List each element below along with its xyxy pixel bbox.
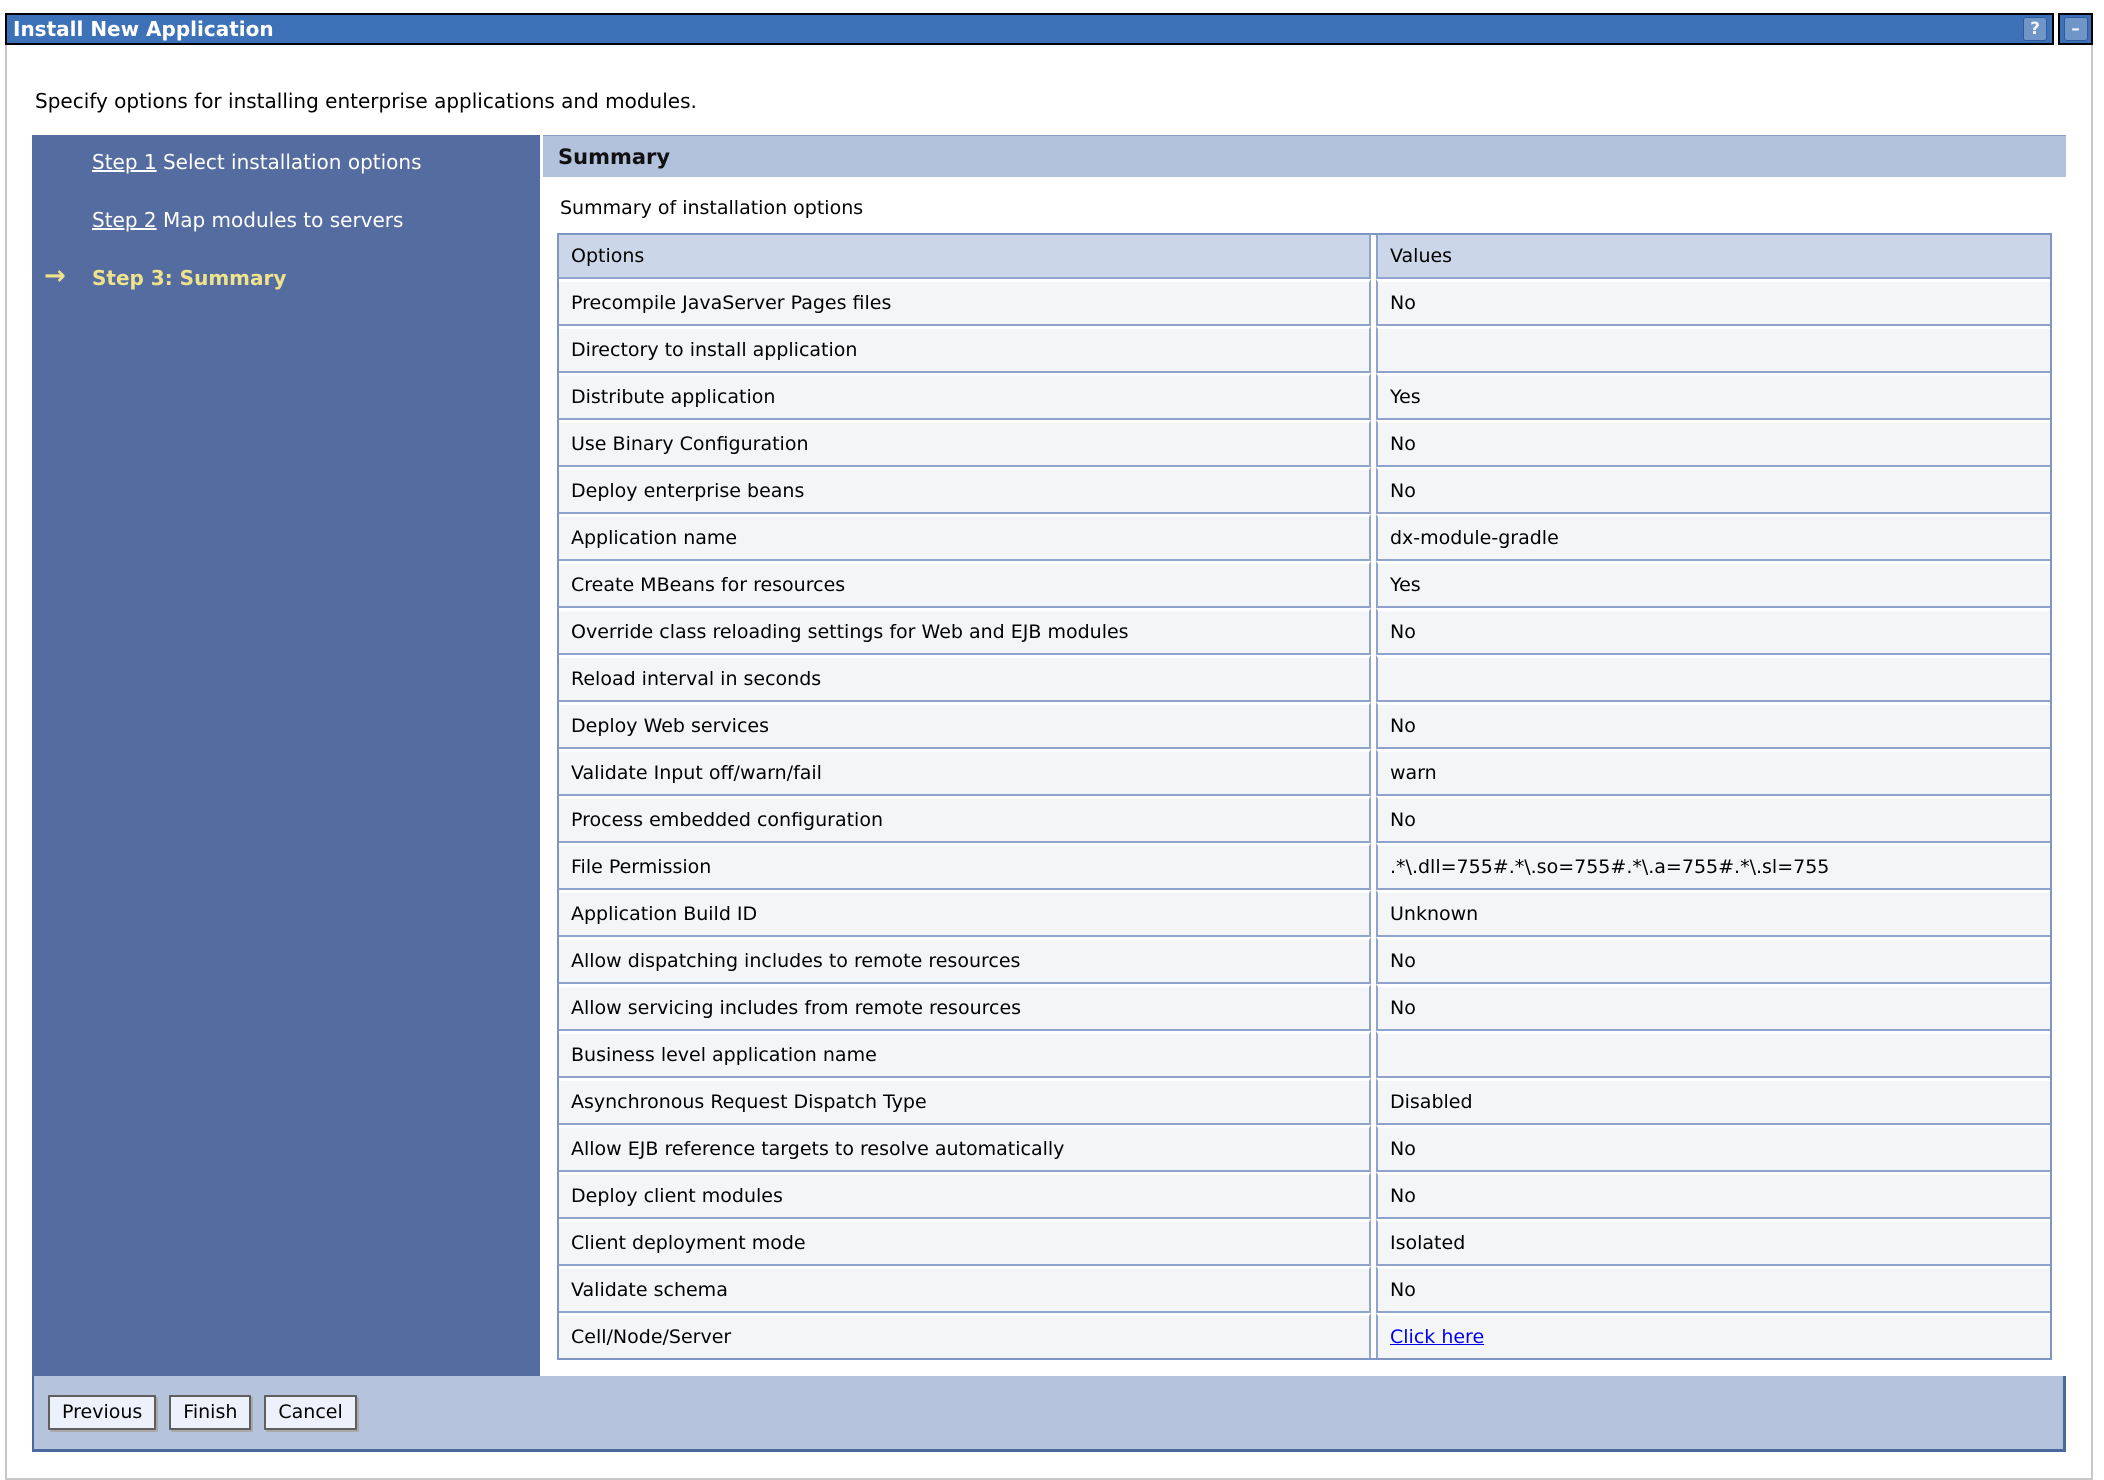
wizard-button-bar [32, 1376, 2066, 1452]
value-cell: No [1376, 467, 2050, 514]
previous-button[interactable]: Previous [48, 1395, 156, 1430]
table-row [559, 1078, 2050, 1125]
options-column-header: Options [559, 235, 1371, 279]
table-row [559, 843, 2050, 890]
table-row [559, 1172, 2050, 1219]
option-cell: File Permission [559, 843, 1371, 890]
table-row [559, 608, 2050, 655]
value-cell: No [1376, 608, 2050, 655]
titlebar [5, 13, 2054, 45]
table-row [559, 1031, 2050, 1078]
dialog-body [5, 45, 2093, 1480]
value-cell [1376, 1313, 2050, 1358]
panel-body [543, 177, 2066, 1376]
option-cell: Deploy client modules [559, 1172, 1371, 1219]
table-row [559, 937, 2050, 984]
step-link[interactable]: Step 1 [92, 150, 157, 174]
cell-node-server-link[interactable]: Click here [1390, 1326, 1485, 1348]
finish-button[interactable]: Finish [169, 1395, 251, 1430]
wizard-content [543, 135, 2066, 1376]
value-cell: No [1376, 984, 2050, 1031]
minimize-box [2058, 13, 2093, 45]
wizard-steps [32, 135, 540, 1376]
wizard [32, 135, 2066, 1376]
sidebar-step-1 [32, 149, 540, 176]
value-cell: No [1376, 937, 2050, 984]
option-cell: Process embedded configuration [559, 796, 1371, 843]
install-new-application-dialog [5, 13, 2093, 1480]
table-row [559, 796, 2050, 843]
option-cell: Application Build ID [559, 890, 1371, 937]
value-cell: warn [1376, 749, 2050, 796]
option-cell: Deploy Web services [559, 702, 1371, 749]
value-cell: No [1376, 1125, 2050, 1172]
option-cell: Reload interval in seconds [559, 655, 1371, 702]
step-label: Map modules to servers [162, 208, 404, 232]
option-cell: Allow servicing includes from remote resources [559, 984, 1371, 1031]
table-header-row [559, 235, 2050, 279]
table-row [559, 1219, 2050, 1266]
option-cell: Application name [559, 514, 1371, 561]
value-cell: No [1376, 1266, 2050, 1313]
value-cell: Isolated [1376, 1219, 2050, 1266]
value-cell: Unknown [1376, 890, 2050, 937]
table-row [559, 420, 2050, 467]
option-cell: Distribute application [559, 373, 1371, 420]
option-cell: Client deployment mode [559, 1219, 1371, 1266]
dialog-title: Install New Application [13, 17, 274, 41]
option-cell: Create MBeans for resources [559, 561, 1371, 608]
value-cell: dx-module-gradle [1376, 514, 2050, 561]
table-row [559, 1266, 2050, 1313]
step-link[interactable]: Step 2 [92, 208, 157, 232]
help-icon[interactable]: ? [2023, 17, 2047, 41]
table-row [559, 749, 2050, 796]
option-cell: Directory to install application [559, 326, 1371, 373]
option-cell: Deploy enterprise beans [559, 467, 1371, 514]
value-cell: No [1376, 1172, 2050, 1219]
summary-table [557, 233, 2052, 1360]
value-cell [1376, 326, 2050, 373]
table-row [559, 1313, 2050, 1358]
value-cell: .*\.dll=755#.*\.so=755#.*\.a=755#.*\.sl=755 [1376, 843, 2050, 890]
table-row [559, 1125, 2050, 1172]
table-row [559, 279, 2050, 326]
option-cell: Validate schema [559, 1266, 1371, 1313]
value-cell: No [1376, 796, 2050, 843]
sidebar-step-2 [32, 207, 540, 234]
value-cell: No [1376, 702, 2050, 749]
value-cell: Disabled [1376, 1078, 2050, 1125]
option-cell: Validate Input off/warn/fail [559, 749, 1371, 796]
value-cell [1376, 655, 2050, 702]
option-cell: Allow dispatching includes to remote resources [559, 937, 1371, 984]
sidebar-step-3 [32, 261, 540, 292]
summary-table-body [559, 279, 2050, 1358]
current-step-arrow-icon: → [44, 261, 66, 291]
value-cell [1376, 1031, 2050, 1078]
intro-text: Specify options for installing enterprise applications and modules. [35, 89, 697, 113]
values-column-header: Values [1376, 235, 2050, 279]
table-row [559, 702, 2050, 749]
option-cell: Allow EJB reference targets to resolve automatically [559, 1125, 1371, 1172]
option-cell: Business level application name [559, 1031, 1371, 1078]
option-cell: Cell/Node/Server [559, 1313, 1371, 1358]
table-row [559, 514, 2050, 561]
step-label: Select installation options [162, 150, 422, 174]
table-row [559, 561, 2050, 608]
table-row [559, 467, 2050, 514]
option-cell: Use Binary Configuration [559, 420, 1371, 467]
table-row [559, 655, 2050, 702]
cancel-button[interactable]: Cancel [264, 1395, 356, 1430]
table-row [559, 326, 2050, 373]
titlebar-row [5, 13, 2093, 45]
table-row [559, 890, 2050, 937]
panel-title: Summary [543, 135, 2066, 177]
table-row [559, 984, 2050, 1031]
summary-subtitle: Summary of installation options [560, 197, 864, 219]
table-row [559, 373, 2050, 420]
value-cell: No [1376, 279, 2050, 326]
option-cell: Precompile JavaServer Pages files [559, 279, 1371, 326]
option-cell: Asynchronous Request Dispatch Type [559, 1078, 1371, 1125]
value-cell: Yes [1376, 561, 2050, 608]
option-cell: Override class reloading settings for Web and EJB modules [559, 608, 1371, 655]
step-label: Step 3: Summary [92, 266, 287, 290]
value-cell: Yes [1376, 373, 2050, 420]
value-cell: No [1376, 420, 2050, 467]
minimize-icon[interactable]: – [2064, 17, 2088, 41]
